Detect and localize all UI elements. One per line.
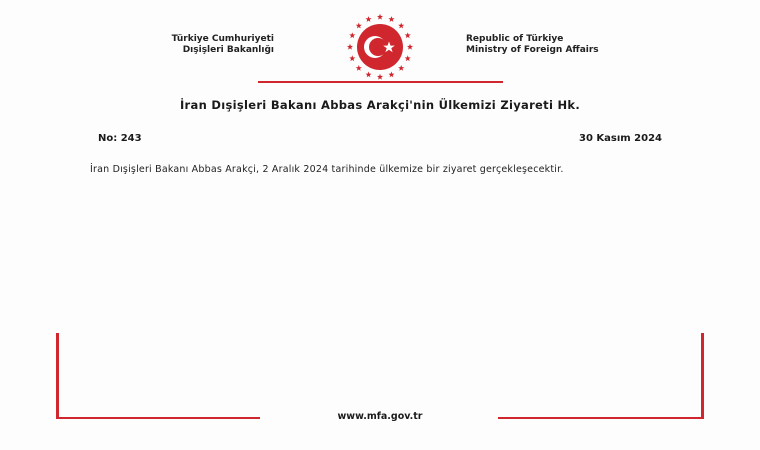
seal-ring-star-icon	[405, 55, 411, 61]
ministry-name-turkish	[172, 34, 274, 56]
document-body: İran Dışişleri Bakanı Abbas Arakçi, 2 Aralık 2024 tarihinde ülkemize bir ziyaret gerçekleşecektir.	[90, 164, 564, 175]
seal-ring-star-icon	[377, 74, 383, 80]
ministry-tr-line1: Türkiye Cumhuriyeti	[171, 34, 274, 44]
seal-ring-star-icon	[356, 23, 362, 29]
seal-ring-star-icon	[377, 14, 383, 20]
seal-ring-star-icon	[347, 44, 353, 50]
document-number: No: 243	[98, 133, 142, 144]
frame-left-border	[56, 333, 59, 419]
ministry-en-line1: Republic of Türkiye	[466, 34, 564, 44]
seal-ring-star-icon	[349, 55, 355, 61]
seal-ring-star-icon	[349, 32, 355, 38]
ministry-tr-line2: Dışişleri Bakanlığı	[182, 45, 274, 55]
ministry-seal-icon	[314, 12, 446, 82]
seal-ring-star-icon	[388, 16, 394, 22]
ministry-en-line2: Ministry of Foreign Affairs	[466, 45, 599, 55]
document-title: İran Dışişleri Bakanı Abbas Arakçi'nin Ülkemizi Ziyareti Hk.	[179, 98, 581, 112]
seal-ring-star-icon	[398, 23, 404, 29]
seal-ring-star-icon	[398, 65, 404, 71]
footer-website-link[interactable]: www.mfa.gov.tr	[337, 411, 423, 422]
seal-ring-star-icon	[356, 65, 362, 71]
seal-ring-star-icon	[365, 16, 371, 22]
seal-ring-star-icon	[388, 72, 394, 78]
seal-ring-star-icon	[365, 72, 371, 78]
seal-ring-star-icon	[405, 32, 411, 38]
seal-ring-star-icon	[407, 44, 413, 50]
header-divider	[258, 81, 503, 83]
document-date: 30 Kasım 2024	[578, 133, 662, 144]
ministry-name-english	[466, 34, 599, 56]
frame-right-border	[701, 333, 704, 419]
